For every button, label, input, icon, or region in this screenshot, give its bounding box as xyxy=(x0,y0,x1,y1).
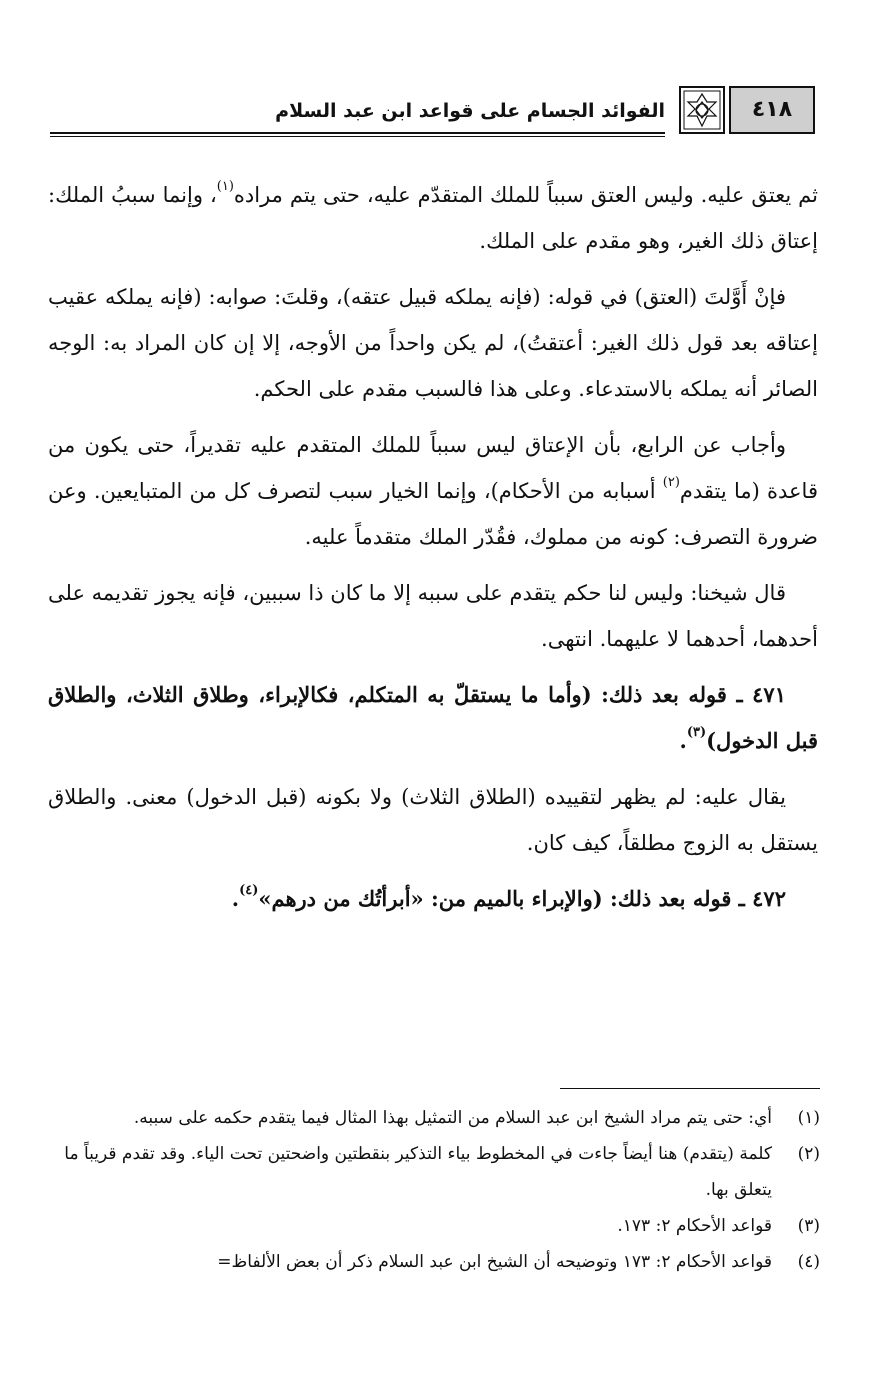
header-rule xyxy=(50,132,665,134)
footnote-text: كلمة (يتقدم) هنا أيضاً جاءت في المخطوط بياء التذكير بنقطتين واضحتين تحت الياء. وقد تقدم قريباً ما يتعلق بها. xyxy=(64,1144,772,1200)
paragraph-5-heading: ٤٧١ ـ قوله بعد ذلك: (وأما ما يستقلّ به المتكلم، فكالإبراء، وطلاق الثلاث، والطلاق قبل الدخول)$^{(٣)}$. xyxy=(48,682,818,753)
page-number: ٤١٨ xyxy=(751,97,793,122)
footnote-1 xyxy=(30,1100,820,1136)
footnote-number: (٤) xyxy=(797,1252,820,1272)
footnote-number: (٢) xyxy=(797,1144,820,1164)
page-header xyxy=(50,86,815,134)
footnote-ref-1: (١) xyxy=(216,179,234,194)
footnote-3 xyxy=(30,1208,820,1244)
footnote-2 xyxy=(30,1136,820,1208)
ornament-icon xyxy=(679,86,725,134)
footnote-ref-2: (٢) xyxy=(662,475,680,490)
paragraph-4: قال شيخنا: وليس لنا حكم يتقدم على سببه إلا ما كان ذا سببين، فإنه يجوز تقديمه على أحدهما، أحدهما لا عليهما. انتهى. xyxy=(48,581,818,651)
paragraph-6: يقال عليه: لم يظهر لتقييده (الطلاق الثلاث) ولا بكونه (قبل الدخول) معنى. والطلاق يستقل به الزوج مطلقاً، كيف كان. xyxy=(48,785,818,855)
footnotes xyxy=(30,1100,820,1280)
footnote-separator xyxy=(560,1088,820,1089)
footnote-4 xyxy=(30,1244,820,1280)
page-number-box xyxy=(729,86,815,134)
paragraph-7-heading: ٤٧٢ ـ قوله بعد ذلك: (والإبراء بالميم من: «أبرأتُك من درهم»$^{(٤)}$. xyxy=(231,883,786,911)
footnote-text: قواعد الأحكام ٢: ١٧٣ وتوضيحه أن الشيخ ابن عبد السلام ذكر أن بعض الألفاظ= xyxy=(217,1252,772,1272)
paragraph-3: وأجاب عن الرابع، بأن الإعتاق ليس سبباً للملك المتقدم عليه تقديراً، حتى يكون من قاعدة (ما يتقدم$^{(٢)}$ أسبابه من الأحكام)، وإنما الخيار سبب لتصرف كل من المتبايعين. وعن ضرورة التصرف: كونه من مملوك، فقُدّر الملك متقدماً عليه. xyxy=(48,433,818,549)
footnote-number: (١) xyxy=(797,1108,820,1128)
main-text xyxy=(48,172,818,932)
paragraph-2: فإنْ أَوَّلتَ (العتق) في قوله: (فإنه يملكه قبيل عتقه)، وقلتَ: صوابه: (فإنه يملكه عقيب إعتاقه بعد قول ذلك الغير: أعتقتُ)، لم يكن واحداً من الأوجه، إلا إن كان المراد به: الوجه الصائر أنه يملكه بالاستدعاء. وعلى هذا فالسبب مقدم على الحكم. xyxy=(48,285,818,401)
footnote-text: قواعد الأحكام ٢: ١٧٣. xyxy=(617,1216,772,1236)
footnote-ref-3: (٣) xyxy=(686,725,707,740)
paragraph-1: ثم يعتق عليه. وليس العتق سبباً للملك المتقدّم عليه، حتى يتم مراده$^{(١)}$، وإنما سببُ الملك: إعتاق ذلك الغير، وهو مقدم على الملك. xyxy=(48,179,818,253)
header-rule-thin xyxy=(50,136,665,137)
footnote-ref-4: (٤) xyxy=(239,883,259,898)
footnote-text: أي: حتى يتم مراد الشيخ ابن عبد السلام من التمثيل بهذا المثال فيما يتقدم حكمه على سببه. xyxy=(133,1108,772,1128)
footnote-number: (٣) xyxy=(797,1216,820,1236)
running-title: الفوائد الجسام على قواعد ابن عبد السلام xyxy=(275,100,665,122)
